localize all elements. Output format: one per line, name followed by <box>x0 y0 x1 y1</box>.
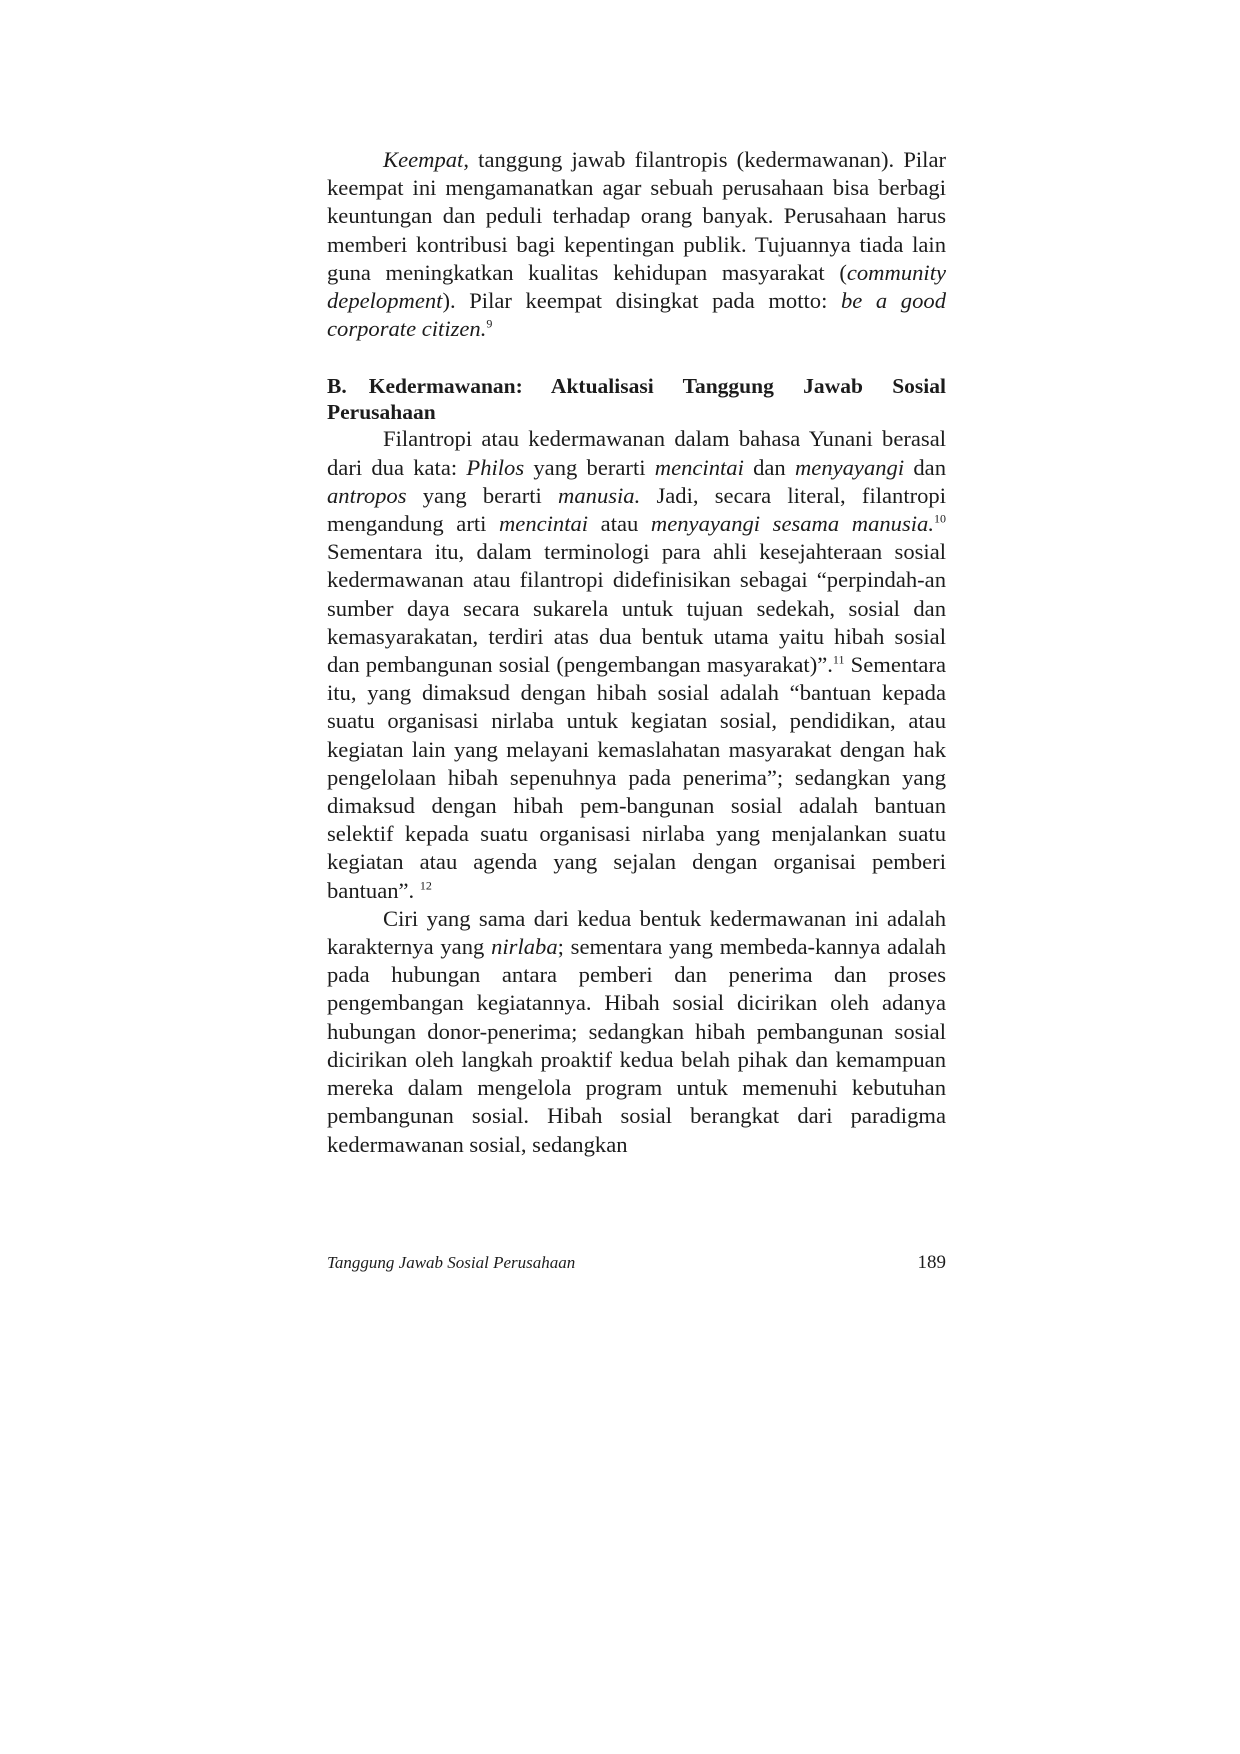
paragraph-text: yang berarti <box>406 482 559 508</box>
paragraph-text: Sementara itu, dalam terminologi para ahli kesejahteraan sosial kedermawanan atau filantropi didefinisikan sebagai “perpindah-an sumber daya secara sukarela untuk tujuan sedekah, sosial dan kemasyarakatan, terdiri atas dua bentuk utama yaitu hibah sosial dan pembangunan sosial (pengembangan masyarakat)”. <box>327 539 946 678</box>
paragraph-text: Ciri yang sama dari kedua bentuk kedermawanan ini adalah karakternya yang <box>327 905 946 960</box>
paragraph-keempat <box>327 146 946 343</box>
motto-italic: be a good corporate citizen. <box>327 288 946 342</box>
footnote-marker: 11 <box>832 652 845 667</box>
paragraph-lead-italic: Keempat <box>383 147 464 172</box>
paragraph-text: Sementara itu, yang dimaksud dengan hibah sosial adalah “bantuan kepada suatu organisasi nirlaba untuk kegiatan sosial, pendidikan, atau kegiatan lain yang melayani kemaslahatan masyarakat dengan hak pengelolaan hibah sepenuhnya pada penerima”; sedangkan yang dimaksud dengan hibah pem-bangunan sosial adalah bantuan selektif kepada suatu organisasi nirlaba yang menjalankan suatu kegiatan atau agenda yang sejalan dengan organisai pemberi bantuan”. <box>327 652 946 903</box>
footnote-marker: 10 <box>933 511 946 526</box>
section-number: B. <box>327 374 347 399</box>
section-title-line-2: Perusahaan <box>327 400 436 425</box>
paragraph-text: atau <box>588 511 651 537</box>
page-number: 189 <box>917 1252 946 1273</box>
italic-term: menyayangi <box>794 454 905 480</box>
running-footer <box>327 1252 946 1274</box>
italic-term: mencintai <box>498 511 589 537</box>
paragraph-text: dan <box>904 454 947 480</box>
italic-term: community depelopment <box>327 259 946 314</box>
paragraph-text: Jadi, secara literal, filantropi mengandung arti <box>327 482 946 537</box>
page-body <box>327 146 946 1159</box>
paragraph-text: yang berarti <box>524 454 655 480</box>
italic-term: mencintai <box>654 454 744 480</box>
section-heading <box>327 373 946 425</box>
paragraph-text: Filantropi atau kedermawanan dalam bahasa Yunani berasal dari dua kata: <box>327 426 946 480</box>
paragraph-text: , tanggung jawab filantropis (kedermawanan). Pilar keempat ini mengamanatkan agar sebuah perusahaan bisa berbagi keuntungan dan peduli terhadap orang banyak. Perusahaan harus memberi kontribusi bagi kepentingan publik. Tujuannya tiada lain guna meningkatkan kualitas kehidupan masyarakat ( <box>327 147 946 285</box>
italic-term: manusia. <box>558 482 641 508</box>
paragraph-text: ; sementara yang membeda-kannya adalah pada hubungan antara pemberi dan penerima dan proses pengembangan kegiatannya. Hibah sosial dicirikan oleh adanya hubungan donor-penerima; sedangkan hibah pembangunan sosial dicirikan oleh langkah proaktif kedua belah pihak dan kemampuan mereka dalam mengelola program untuk memenuhi kebutuhan pembangunan sosial. Hibah sosial berangkat dari paradigma kedermawanan sosial, sedangkan <box>327 934 947 1157</box>
footnote-marker: 9 <box>486 316 493 331</box>
italic-term: menyayangi sesama manusia. <box>650 511 934 537</box>
paragraph-text: dan <box>743 454 795 480</box>
italic-term: Philos <box>466 454 525 480</box>
paragraph-filantropi <box>327 425 946 904</box>
italic-term: antropos <box>327 482 407 508</box>
section-title-line-1: Kedermawanan: Aktualisasi Tanggung Jawab Sosial <box>368 374 946 399</box>
paragraph-ciri <box>327 905 946 1159</box>
footnote-marker: 12 <box>419 878 432 893</box>
italic-term: nirlaba <box>491 934 558 960</box>
running-title: Tanggung Jawab Sosial Perusahaan <box>327 1253 576 1272</box>
paragraph-text: ). Pilar keempat disingkat pada motto: <box>442 288 841 314</box>
